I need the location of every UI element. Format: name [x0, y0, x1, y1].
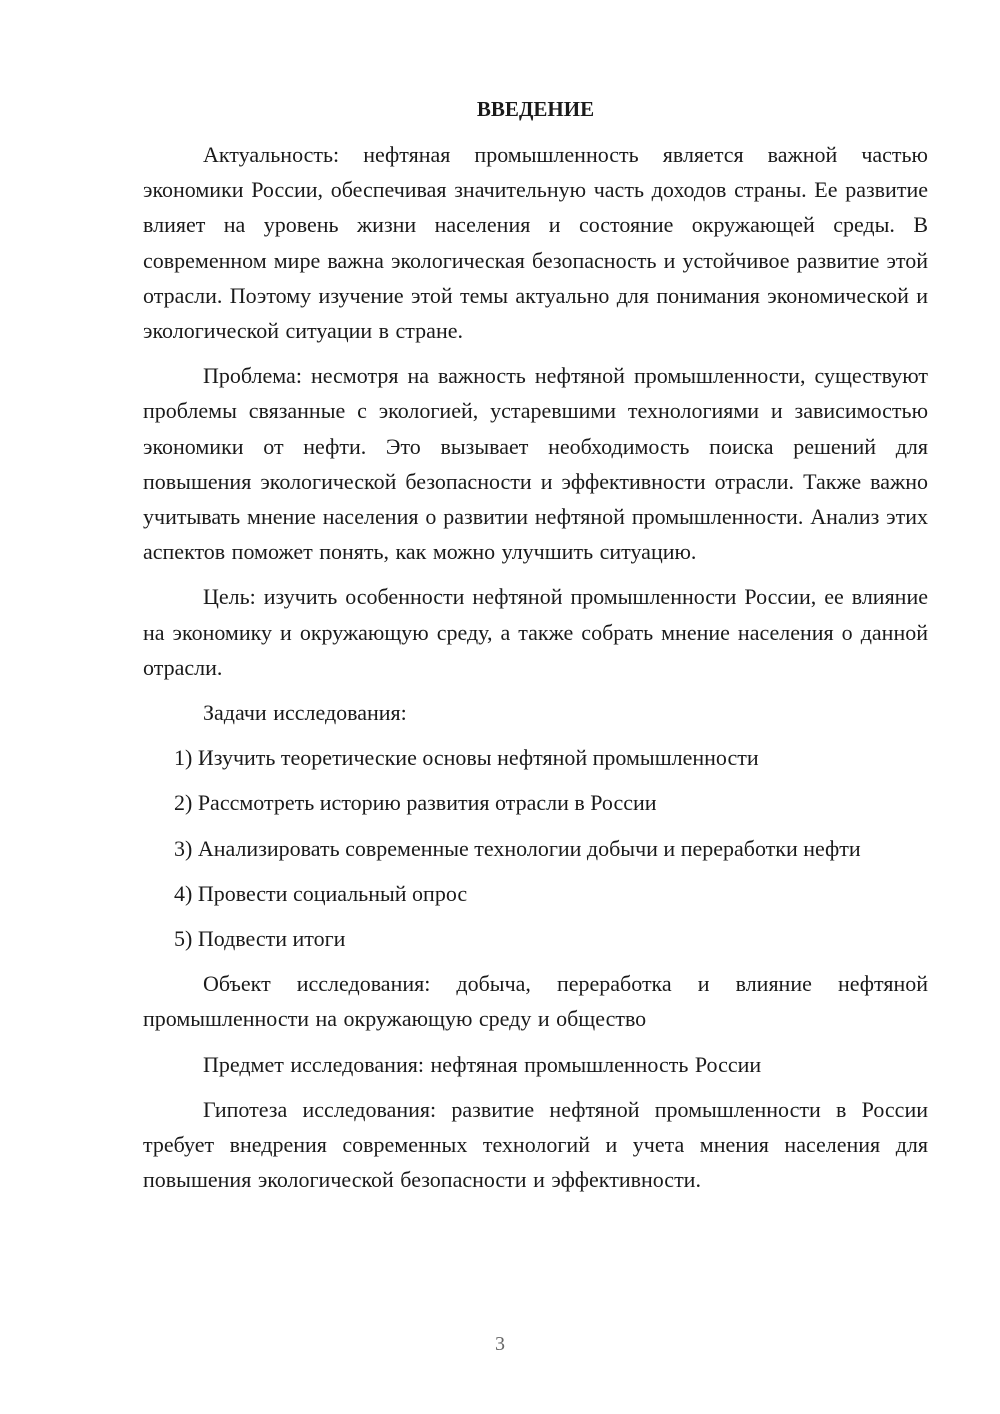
- paragraph-tasks-heading: Задачи исследования:: [203, 700, 407, 726]
- task-item-3: 3) Анализировать современные технологии добычи и переработки нефти: [174, 835, 861, 861]
- paragraph-problem: Проблема: несмотря на важность нефтяной промышленности, существуют проблемы связанные с экологией, устаревшими технологиями и зависимостью экономики от нефти. Это вызывает необходимость поиска решений для повышения экологической безопасности и эффективности отрасли. Также важно учитывать мнение населения о развитии нефтяной промышленности. Анализ этих аспектов поможет понять, как можно улучшить ситуацию.: [143, 363, 928, 565]
- document-page: [143, 92, 928, 1207]
- page-number: 3: [495, 1333, 505, 1355]
- task-item-2: 2) Рассмотреть историю развития отрасли в России: [174, 790, 657, 816]
- paragraph-subject: Предмет исследования: нефтяная промышленность России: [203, 1051, 762, 1077]
- paragraph-object: Объект исследования: добыча, переработка и влияние нефтяной промышленности на окружающую среду и общество: [143, 971, 928, 1032]
- paragraph-goal: Цель: изучить особенности нефтяной промышленности России, ее влияние на экономику и окружающую среду, а также собрать мнение населения о данной отрасли.: [143, 584, 928, 680]
- task-item-4: 4) Провести социальный опрос: [174, 880, 468, 906]
- document-title: ВВЕДЕНИЕ: [476, 97, 595, 121]
- paragraph-hypothesis: Гипотеза исследования: развитие нефтяной промышленности в России требует внедрения современных технологий и учета мнения населения для повышения экологической безопасности и эффективности.: [143, 1096, 928, 1193]
- task-item-1: 1) Изучить теоретические основы нефтяной промышленности: [174, 745, 759, 771]
- paragraph-relevance: Актуальность: нефтяная промышленность является важной частью экономики России, обеспечивая значительную часть доходов страны. Ее развитие влияет на уровень жизни населения и состояние окружающей среды. В современном мире важна экологическая безопасность и устойчивое развитие этой отрасли. Поэтому изучение этой темы актуально для понимания экономической и экологической ситуации в стране.: [143, 142, 928, 344]
- task-item-5: 5) Подвести итоги: [174, 926, 346, 952]
